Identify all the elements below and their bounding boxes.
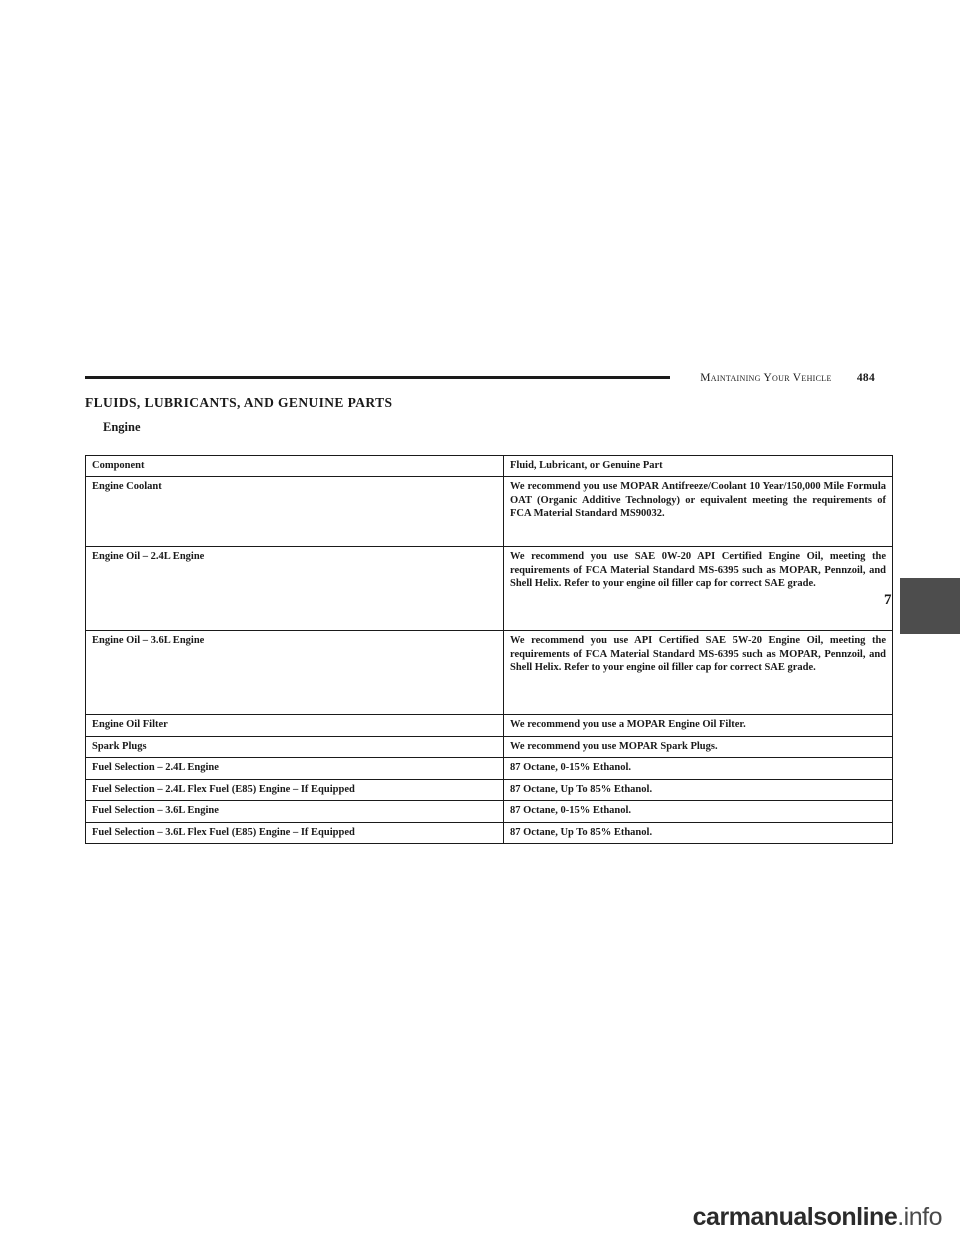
table-row — [86, 631, 893, 715]
page-title: FLUIDS, LUBRICANTS, AND GENUINE PARTS — [85, 395, 393, 410]
cell-fluid: We recommend you use MOPAR Antifreeze/Coolant 10 Year/150,000 Mile Formula OAT (Organic Additive Technology) or equivalent meeting the requirements of FCA Material Standard MS90032. — [504, 477, 893, 547]
cell-component: Engine Oil Filter — [86, 715, 504, 736]
running-title-text: Maintaining Your Vehicle — [700, 372, 832, 384]
fluids-lubricants-table — [85, 455, 893, 844]
watermark-bold-text: carmanualsonline — [692, 1203, 898, 1231]
header-running-title — [700, 372, 875, 384]
chapter-number: 7 — [884, 592, 892, 608]
table-row — [86, 779, 893, 800]
table-header-row — [86, 456, 893, 477]
cell-fluid: We recommend you use API Certified SAE 5W-20 Engine Oil, meeting the requirements of FCA Material Standard MS-6395 such as MOPAR, Pennzoil, and Shell Helix. Refer to your engine oil filler cap for correct SAE grade. — [504, 631, 893, 715]
table-row — [86, 801, 893, 822]
section-title: Engine — [103, 420, 141, 434]
site-watermark — [693, 1203, 942, 1232]
column-header-fluid: Fluid, Lubricant, or Genuine Part — [504, 456, 893, 477]
cell-component: Fuel Selection – 3.6L Engine — [86, 801, 504, 822]
table-row — [86, 477, 893, 547]
table-row — [86, 715, 893, 736]
cell-component: Spark Plugs — [86, 736, 504, 757]
cell-component: Fuel Selection – 2.4L Engine — [86, 758, 504, 779]
cell-fluid: 87 Octane, 0-15% Ethanol. — [504, 801, 893, 822]
cell-component: Engine Oil – 2.4L Engine — [86, 547, 504, 631]
cell-fluid: We recommend you use MOPAR Spark Plugs. — [504, 736, 893, 757]
cell-component: Fuel Selection – 3.6L Flex Fuel (E85) Engine – If Equipped — [86, 822, 504, 843]
page-number: 484 — [856, 372, 875, 384]
chapter-tab-marker — [900, 578, 960, 634]
table-header — [86, 456, 893, 477]
table-row — [86, 758, 893, 779]
cell-fluid: 87 Octane, Up To 85% Ethanol. — [504, 822, 893, 843]
header-rule — [85, 376, 670, 379]
watermark-light-text: .info — [897, 1203, 942, 1231]
table-row — [86, 822, 893, 843]
page-header — [85, 372, 875, 388]
cell-fluid: We recommend you use a MOPAR Engine Oil Filter. — [504, 715, 893, 736]
table-row — [86, 736, 893, 757]
cell-component: Fuel Selection – 2.4L Flex Fuel (E85) Engine – If Equipped — [86, 779, 504, 800]
column-header-component: Component — [86, 456, 504, 477]
table-row — [86, 547, 893, 631]
cell-component: Engine Coolant — [86, 477, 504, 547]
table-body — [86, 477, 893, 844]
cell-fluid: We recommend you use SAE 0W-20 API Certified Engine Oil, meeting the requirements of FCA Material Standard MS-6395 such as MOPAR, Pennzoil, and Shell Helix. Refer to your engine oil filler cap for correct SAE grade. — [504, 547, 893, 631]
cell-fluid: 87 Octane, Up To 85% Ethanol. — [504, 779, 893, 800]
fluids-table-container — [85, 455, 892, 844]
cell-component: Engine Oil – 3.6L Engine — [86, 631, 504, 715]
cell-fluid: 87 Octane, 0-15% Ethanol. — [504, 758, 893, 779]
